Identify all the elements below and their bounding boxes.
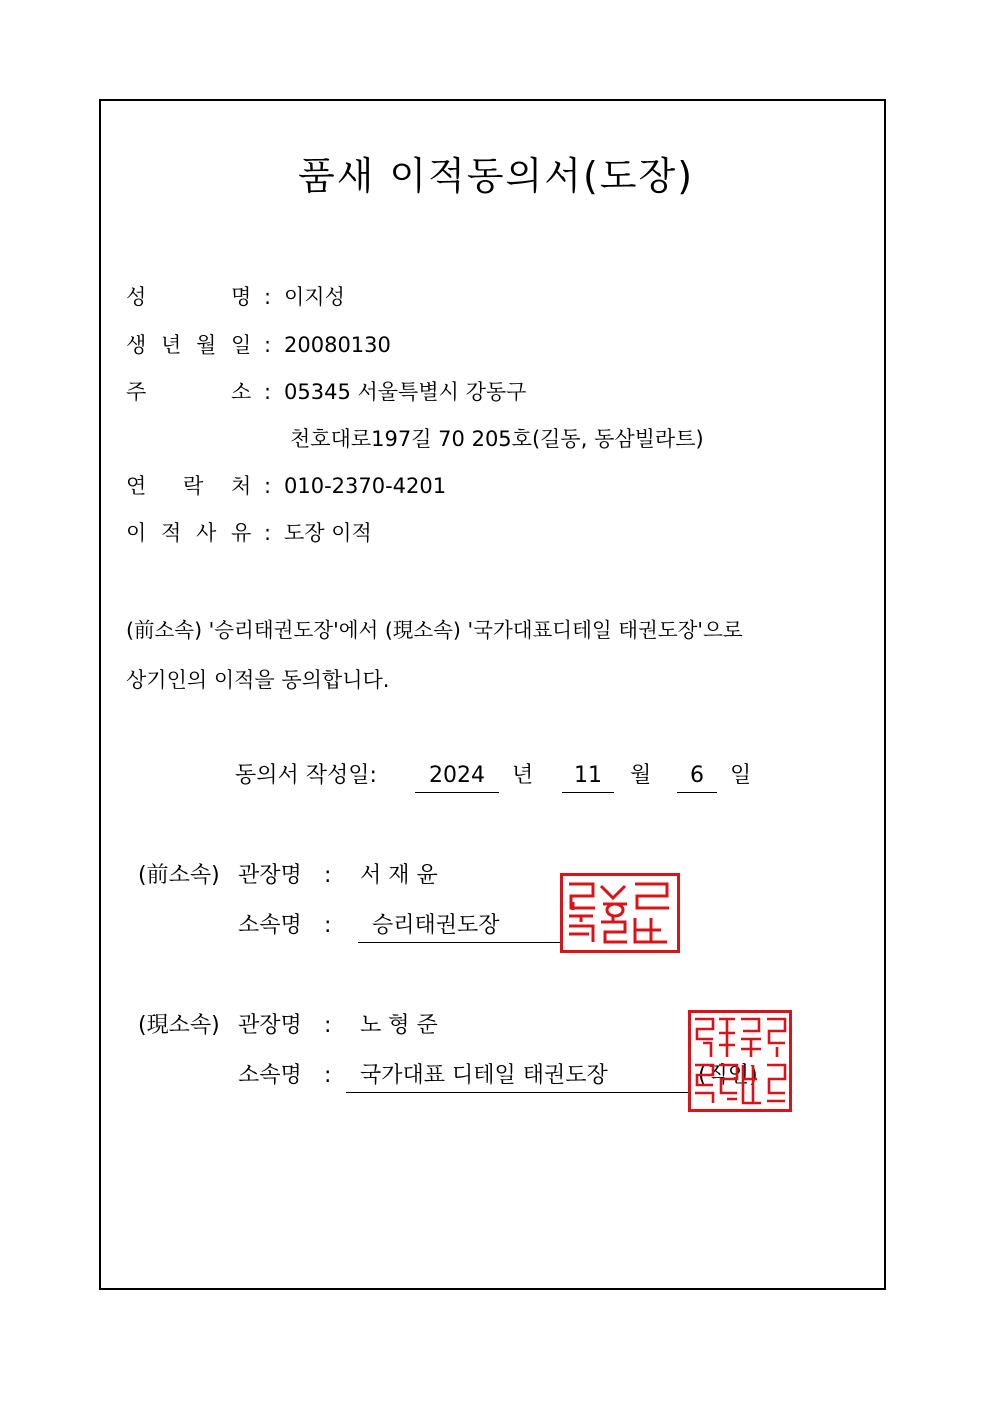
colon: :	[324, 1063, 332, 1088]
colon: :	[264, 380, 272, 404]
label-char: 소	[231, 380, 252, 404]
label-char: 유	[231, 521, 252, 545]
seal-script-icon	[691, 1013, 789, 1109]
date-month-unit: 월	[630, 763, 652, 788]
colon: :	[324, 913, 332, 938]
previous-director-label: 관장명	[238, 863, 302, 888]
current-sign-note: (직인)	[698, 1063, 758, 1088]
current-tag: (現소속)	[138, 1013, 220, 1038]
colon: :	[264, 474, 272, 498]
document-title: 품새 이적동의서(도장)	[297, 154, 695, 198]
label-char: 주	[126, 380, 147, 404]
date-year: 2024	[415, 760, 499, 793]
field-address-line2	[290, 424, 704, 454]
current-director-label: 관장명	[238, 1013, 302, 1038]
label-char: 일	[231, 333, 252, 357]
statement-line2: 상기인의 이적을 동의합니다.	[126, 668, 390, 692]
label-char: 명	[231, 285, 252, 309]
date-day-unit: 일	[730, 763, 752, 788]
previous-tag: (前소속)	[138, 863, 220, 888]
field-birth-value: 20080130	[284, 333, 391, 357]
statement-line1: (前소속) '승리태권도장'에서 (現소속) '국가대표디테일 태권도장'으로	[126, 618, 743, 642]
label-char: 처	[231, 474, 252, 498]
colon: :	[324, 863, 332, 888]
current-director-name: 노 형 준	[360, 1013, 438, 1038]
label-char: 년	[161, 333, 182, 357]
field-name-value: 이지성	[284, 285, 345, 309]
previous-org-label: 소속명	[238, 913, 302, 938]
colon: :	[264, 333, 272, 357]
field-address-line2-value: 천호대로197길 70 205호(길동, 동삼빌라트)	[290, 427, 704, 451]
label-char: 연	[126, 474, 147, 498]
colon: :	[264, 285, 272, 309]
previous-org-seal	[560, 873, 680, 953]
label-char: 성	[126, 285, 147, 309]
colon: :	[264, 521, 272, 545]
label-char: 생	[126, 333, 147, 357]
current-org-seal	[688, 1010, 792, 1112]
label-char: 적	[161, 521, 182, 545]
current-org-text: 국가대표 디테일 태권도장	[360, 1063, 608, 1088]
date-month: 11	[562, 760, 614, 793]
current-org-name	[346, 1060, 688, 1093]
current-org-label: 소속명	[238, 1063, 302, 1088]
previous-org-text: 승리태권도장	[372, 913, 500, 938]
date-prefix: 동의서 작성일:	[235, 763, 377, 788]
date-year-unit: 년	[512, 763, 534, 788]
label-char: 이	[126, 521, 147, 545]
field-contact-value: 010-2370-4201	[284, 474, 447, 498]
label-char: 락	[183, 474, 204, 498]
field-reason-value: 도장 이적	[284, 521, 372, 545]
field-address-line1: 05345 서울특별시 강동구	[284, 380, 527, 404]
label-char: 사	[196, 521, 217, 545]
seal-script-icon	[563, 876, 677, 950]
label-char: 월	[196, 333, 217, 357]
date-day: 6	[677, 760, 717, 793]
previous-org-name	[358, 910, 563, 943]
colon: :	[324, 1013, 332, 1038]
previous-director-name: 서 재 윤	[360, 863, 438, 888]
